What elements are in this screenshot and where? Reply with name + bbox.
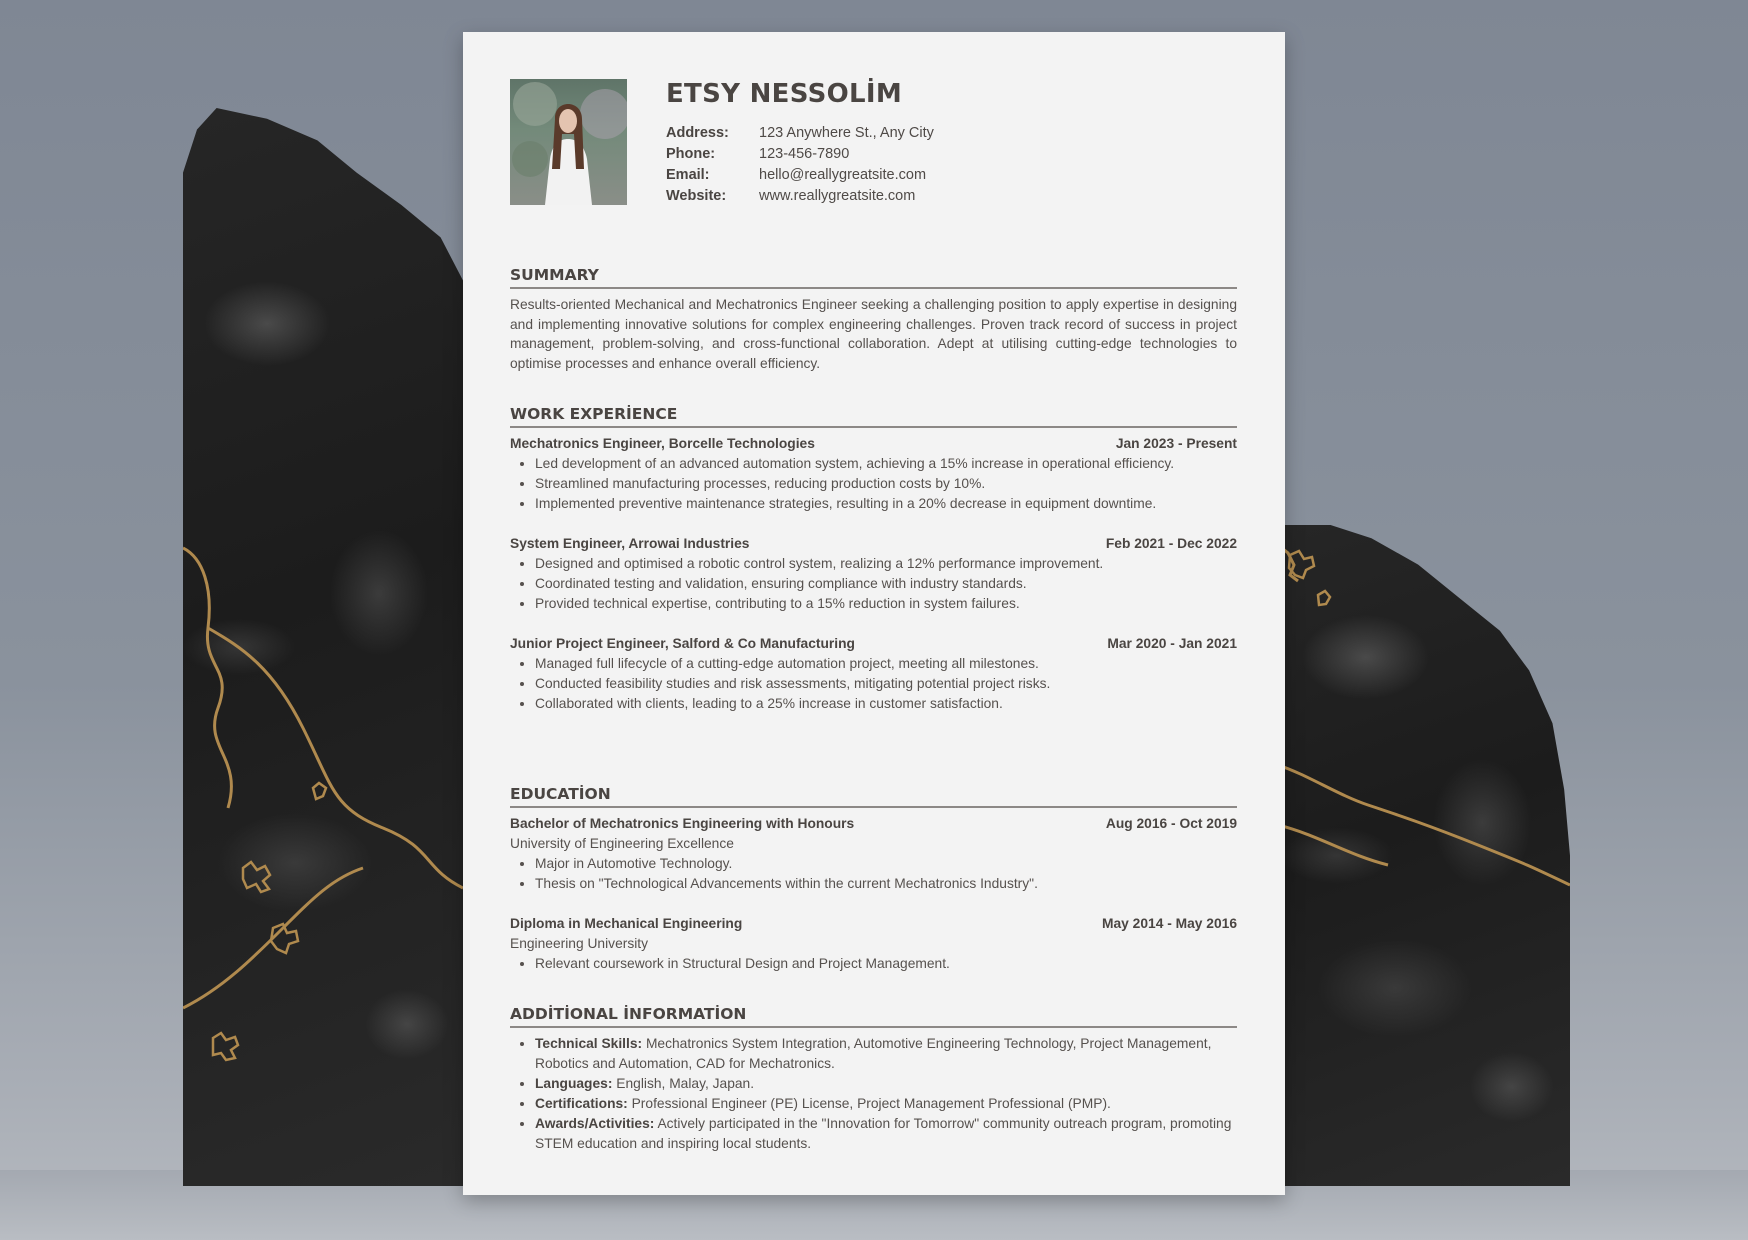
summary-section [510, 266, 1237, 373]
contact-phone: Phone: 123-456-7890 [666, 145, 850, 162]
section-title-additional: ADDİTİONAL İNFORMATİON [510, 1005, 1237, 1028]
degree-title: Bachelor of Mechatronics Engineering with Honours [510, 816, 855, 831]
job-role: System Engineer, Arrowai Industries [510, 536, 750, 551]
job-bullet: • Provided technical expertise, contributing to a 15% reduction in system failures. [535, 594, 1237, 614]
job-entry [510, 434, 1237, 514]
additional-item: • Awards/Activities: Actively participated in the "Innovation for Tomorrow" community outreach program, promoting STEM education and inspiring local students. [535, 1114, 1237, 1154]
school-name: Engineering University [510, 936, 649, 951]
marble-rock-left [183, 108, 463, 1186]
education-bullet: • Relevant coursework in Structural Design and Project Management. [535, 954, 1237, 974]
education-entry [510, 914, 1237, 974]
education-section [510, 785, 1237, 994]
contact-address: Address: 123 Anywhere St., Any City [666, 124, 934, 141]
job-bullet: • Led development of an advanced automation system, achieving a 15% increase in operational efficiency. [535, 454, 1237, 474]
resume-page [463, 32, 1285, 1195]
education-bullet: • Thesis on "Technological Advancements within the current Mechatronics Industry". [535, 874, 1237, 894]
job-role: Junior Project Engineer, Salford & Co Manufacturing [510, 636, 855, 651]
contact-website: Website: www.reallygreatsite.com [666, 187, 916, 204]
candidate-name: ETSY NESSOLİM [666, 79, 903, 109]
additional-item: • Certifications: Professional Engineer (PE) License, Project Management Professional (PMP). [535, 1094, 1237, 1114]
summary-text: Results-oriented Mechanical and Mechatronics Engineer seeking a challenging position to apply expertise in designing and implementing innovative solutions for complex engineering challenges. Proven track record of success in project management, problem-solving, and cross-functional collaboration. Adept at utilising cutting-edge technologies to optimise processes and enhance overall efficiency. [510, 297, 1237, 371]
section-title-work: WORK EXPERİENCE [510, 405, 1237, 428]
section-title-education: EDUCATİON [510, 785, 1237, 808]
additional-info-section [510, 1005, 1237, 1154]
work-experience-section [510, 405, 1237, 734]
additional-item: • Technical Skills: Mechatronics System Integration, Automotive Engineering Technology, Project Management, Robotics and Automation, CAD for Mechatronics. [535, 1034, 1237, 1074]
marble-rock-right [1278, 525, 1570, 1186]
education-dates: Aug 2016 - Oct 2019 [1105, 816, 1237, 831]
job-dates: Feb 2021 - Dec 2022 [1105, 536, 1237, 551]
job-bullet: • Conducted feasibility studies and risk assessments, mitigating potential project risks. [535, 674, 1237, 694]
job-entry [510, 534, 1237, 614]
job-bullet: • Coordinated testing and validation, ensuring compliance with industry standards. [535, 574, 1237, 594]
contact-info [666, 122, 934, 206]
job-dates: Mar 2020 - Jan 2021 [1107, 636, 1237, 651]
profile-photo [510, 79, 627, 205]
job-bullet: • Collaborated with clients, leading to a 25% increase in customer satisfaction. [535, 694, 1237, 714]
education-bullet: • Major in Automotive Technology. [535, 854, 1237, 874]
section-title-summary: SUMMARY [510, 266, 1237, 289]
education-dates: May 2014 - May 2016 [1102, 916, 1237, 931]
job-role: Mechatronics Engineer, Borcelle Technologies [510, 436, 815, 451]
job-bullet: • Managed full lifecycle of a cutting-edge automation project, meeting all milestones. [535, 654, 1237, 674]
job-bullet: • Designed and optimised a robotic control system, realizing a 12% performance improvement. [535, 554, 1237, 574]
degree-title: Diploma in Mechanical Engineering [510, 916, 743, 931]
education-entry [510, 814, 1237, 894]
job-bullet: • Implemented preventive maintenance strategies, resulting in a 20% decrease in equipment downtime. [535, 494, 1237, 514]
contact-email: Email: hello@reallygreatsite.com [666, 166, 927, 183]
job-entry [510, 634, 1237, 714]
additional-item: • Languages: English, Malay, Japan. [535, 1074, 1237, 1094]
school-name: University of Engineering Excellence [510, 836, 734, 851]
job-bullet: • Streamlined manufacturing processes, reducing production costs by 10%. [535, 474, 1237, 494]
job-dates: Jan 2023 - Present [1115, 436, 1237, 451]
